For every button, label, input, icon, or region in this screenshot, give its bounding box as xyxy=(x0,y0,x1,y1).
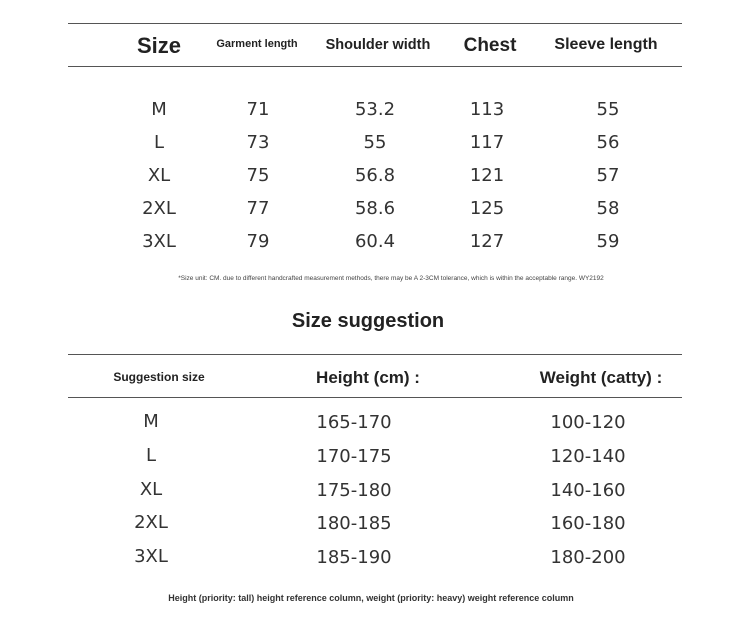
garment-length-cell: 79 xyxy=(246,231,270,252)
size-cell: M xyxy=(143,411,159,432)
weight-cell: 180-200 xyxy=(550,547,626,568)
garment-length-cell: 75 xyxy=(246,165,270,186)
suggestion-top-rule xyxy=(68,354,682,355)
garment-length-cell: 71 xyxy=(246,99,270,120)
garment-length-cell: 77 xyxy=(246,198,270,219)
header-shoulder-width: Shoulder width xyxy=(325,37,431,53)
size-cell: XL xyxy=(147,165,171,186)
height-cell: 165-170 xyxy=(316,412,392,433)
weight-cell: 140-160 xyxy=(550,480,626,501)
suggestion-footnote: Height (priority: tall) height reference column, weight (priority: heavy) weight reference column xyxy=(168,593,574,603)
height-cell: 170-175 xyxy=(316,446,392,467)
size-cell: M xyxy=(151,99,167,120)
size-cell: 2XL xyxy=(134,512,168,533)
shoulder-width-cell: 53.2 xyxy=(354,99,396,120)
sleeve-length-cell: 58 xyxy=(596,198,620,219)
header-height: Height (cm) : xyxy=(316,368,420,387)
header-size: Size xyxy=(136,33,182,58)
size-cell: 3XL xyxy=(142,231,176,252)
weight-cell: 100-120 xyxy=(550,412,626,433)
top-rule xyxy=(68,23,682,24)
chest-cell: 127 xyxy=(469,231,505,252)
shoulder-width-cell: 58.6 xyxy=(354,198,396,219)
chest-cell: 113 xyxy=(469,99,505,120)
size-cell: 2XL xyxy=(142,198,176,219)
height-cell: 180-185 xyxy=(316,513,392,534)
suggestion-title: Size suggestion xyxy=(291,310,445,332)
header-weight: Weight (catty) : xyxy=(539,368,663,387)
size-cell: 3XL xyxy=(134,546,168,567)
height-cell: 185-190 xyxy=(316,547,392,568)
measurement-note: *Size unit: CM. due to different handcrafted measurement methods, there may be A 2-3CM tolerance, which is within the acceptable range. WY2192 xyxy=(178,275,604,282)
header-chest: Chest xyxy=(463,35,517,56)
weight-cell: 160-180 xyxy=(550,513,626,534)
shoulder-width-cell: 60.4 xyxy=(354,231,396,252)
sleeve-length-cell: 57 xyxy=(596,165,620,186)
sleeve-length-cell: 55 xyxy=(596,99,620,120)
chest-cell: 121 xyxy=(469,165,505,186)
chest-cell: 125 xyxy=(469,198,505,219)
header-sleeve-length: Sleeve length xyxy=(554,36,658,53)
sleeve-length-cell: 56 xyxy=(596,132,620,153)
shoulder-width-cell: 56.8 xyxy=(354,165,396,186)
header-garment-length: Garment length xyxy=(216,38,298,50)
header-suggestion-size: Suggestion size xyxy=(113,370,205,384)
sleeve-length-cell: 59 xyxy=(596,231,620,252)
size-cell: L xyxy=(153,132,165,153)
size-cell: L xyxy=(145,445,157,466)
weight-cell: 120-140 xyxy=(550,446,626,467)
suggestion-header-rule xyxy=(68,397,682,398)
height-cell: 175-180 xyxy=(316,480,392,501)
shoulder-width-cell: 55 xyxy=(363,132,387,153)
garment-length-cell: 73 xyxy=(246,132,270,153)
size-cell: XL xyxy=(139,479,163,500)
chest-cell: 117 xyxy=(469,132,505,153)
header-rule xyxy=(68,66,682,67)
